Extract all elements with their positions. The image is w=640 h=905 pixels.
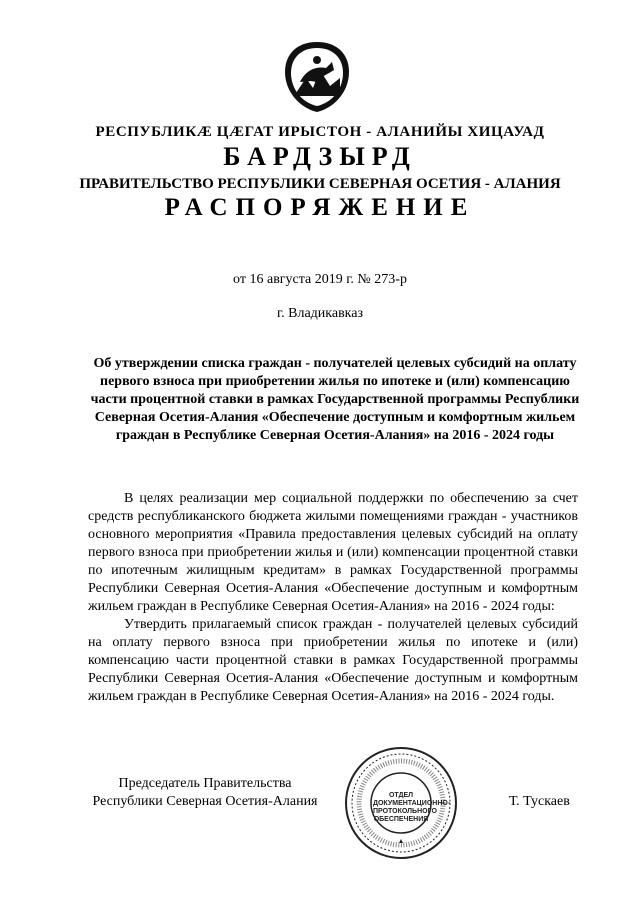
- body-paragraph-2: Утвердить прилагаемый список граждан - получателей целевых субсидий на оплату первого взноса при приобретении жилья по ипотеке и (или) компенсацию части процентной ставки в рамках Государственной программы Республики Северная Осетия-Алания «Обеспечение доступным и комфортным жильем граждан в Республике Северная Осетия-Алания» на 2016 - 2024 годы.: [88, 617, 578, 704]
- order-city: г. Владикавказ: [276, 306, 364, 321]
- signatory-position-line-1: Председатель Правительства: [118, 776, 292, 791]
- body-paragraph-1: В целях реализации мер социальной поддержки по обеспечению за счет средств республиканского бюджета жилыми помещениями граждан - участников основного мероприятия «Правила предоставления целевых субсидий на оплату первого взноса при приобретении жилья и (или) компенсации процентной ставки по ипотечным жилищным кредитам» в рамках Государственной программы Республики Северная Осетия-Алания «Обеспечение доступным и комфортным жильем граждан в Республике Северная Осетия-Алания» на 2016 - 2024 годы:: [88, 491, 578, 614]
- header-ossetian-line-1: РЕСПУБЛИКӔ ЦӔГАТ ИРЫСТОН - АЛАНИЙЫ ХИЦАУАД: [95, 124, 545, 140]
- signatory-position-line-2: Республики Северная Осетия-Алания: [92, 794, 318, 809]
- header-russian-line-1: ПРАВИТЕЛЬСТВО РЕСПУБЛИКИ СЕВЕРНАЯ ОСЕТИЯ - АЛАНИЯ: [79, 176, 561, 192]
- document-title: Об утверждении списка граждан - получателей целевых субсидий на оплату первого взноса при приобретении жилья по ипотеке и (или) компенсацию части процентной ставки в рамках Государственной программы Республики Северная Осетия-Алания «Обеспечение доступным и комфортным жильем граждан в Республике Северная Осетия-Алания» на 2016 - 2024 годы: [90, 356, 580, 443]
- signatory-name: Т. Тускаев: [509, 794, 570, 809]
- document-body: [88, 490, 578, 706]
- order-date-number: от 16 августа 2019 г. № 273-р: [233, 272, 407, 287]
- header-ossetian-line-2: БАРДЗЫРД: [223, 142, 417, 171]
- header-russian-line-2: РАСПОРЯЖЕНИЕ: [164, 194, 476, 221]
- seal-center-text: ОТДЕЛ ДОКУМЕНТАЦИОННО-ПРОТОКОЛЬНОГО ОБЕСПЕЧЕНИЯ: [373, 792, 451, 823]
- coat-of-arms-emblem: [282, 40, 352, 114]
- signatory-position: [90, 775, 320, 811]
